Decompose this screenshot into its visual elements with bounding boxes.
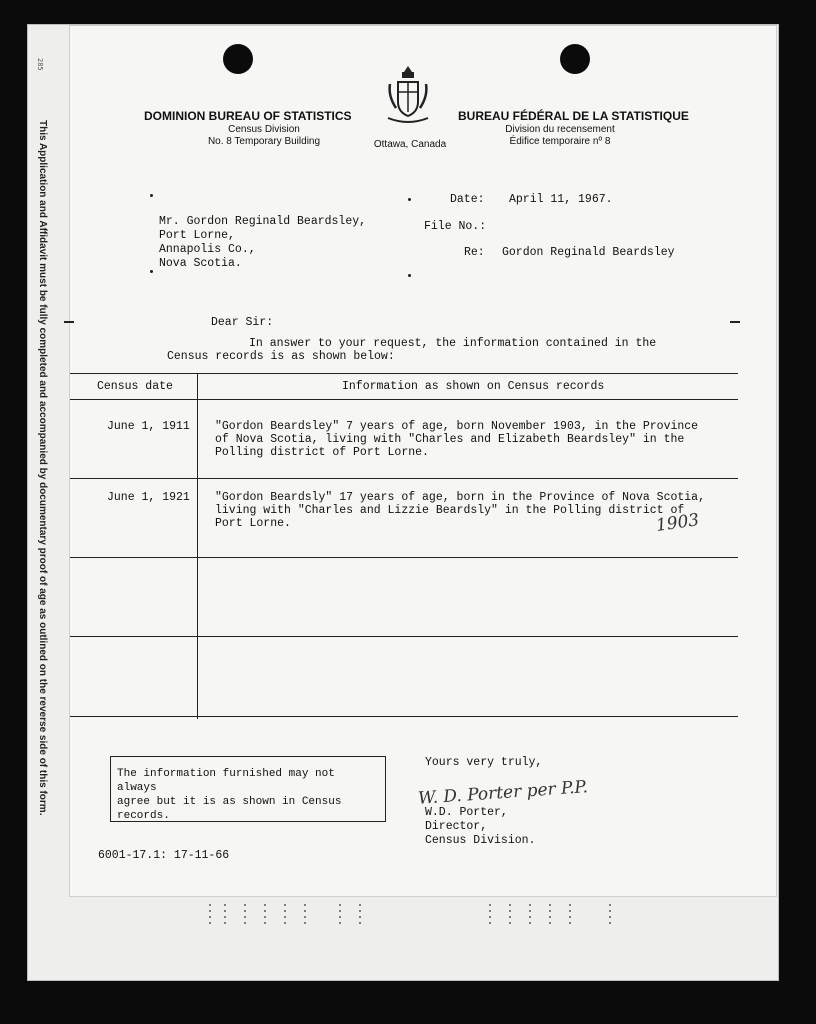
letterhead-left-line2: No. 8 Temporary Building — [207, 136, 321, 147]
date-label: Date: — [450, 193, 485, 206]
table-row-text: of Nova Scotia, living with "Charles and Elizabeth Beardsley" in the — [215, 433, 685, 446]
vertical-affidavit-note: This Application and Affidavit must be fully completed and accompanied by documentary proof of age as outlined on the reverse side of this form. — [37, 120, 48, 816]
re-label: Re: — [464, 246, 485, 259]
intro-line: In answer to your request, the information contained in the — [249, 337, 657, 350]
form-code-small: 285 — [36, 58, 44, 71]
dot-mark — [150, 270, 153, 273]
address-line: Nova Scotia. — [159, 257, 242, 270]
table-rule — [70, 716, 738, 717]
table-rule — [70, 557, 738, 558]
letterhead-center: Ottawa, Canada — [373, 139, 447, 150]
letterhead-right-title: BUREAU FÉDÉRAL DE LA STATISTIQUE — [458, 109, 689, 123]
fold-mark — [730, 321, 740, 323]
table-rule — [70, 373, 738, 374]
dot-mark — [408, 198, 411, 201]
table-row-text: Polling district of Port Lorne. — [215, 446, 429, 459]
letterhead-left-title: DOMINION BUREAU OF STATISTICS — [144, 109, 352, 123]
address-line: Mr. Gordon Reginald Beardsley, — [159, 215, 367, 228]
coat-of-arms-icon — [384, 64, 432, 126]
table-header-info: Information as shown on Census records — [342, 380, 605, 393]
table-header-date: Census date — [97, 380, 173, 393]
table-row-date: June 1, 1921 — [107, 491, 190, 504]
table-rule — [70, 399, 738, 400]
letterhead-left-line1: Census Division — [228, 124, 300, 135]
closing-line: Yours very truly, — [425, 756, 543, 769]
notice-line: agree but it is as shown in Census — [117, 796, 342, 808]
underlying-form-strip — [70, 896, 776, 966]
table-row-text: "Gordon Beardsly" 17 years of age, born in the Province of Nova Scotia, — [215, 491, 705, 504]
table-row-text: living with "Charles and Lizzie Beardsly" in the Polling district of — [215, 504, 685, 517]
dot-mark — [408, 274, 411, 277]
notice-line: records. — [117, 810, 170, 822]
date-value: April 11, 1967. — [509, 193, 613, 206]
address-line: Annapolis Co., — [159, 243, 256, 256]
salutation: Dear Sir: — [211, 316, 274, 329]
letterhead-right-line1: Division du recensement — [505, 124, 615, 135]
file-label: File No.: — [424, 220, 487, 233]
handwritten-year: 1903 — [654, 510, 701, 536]
table-column-divider — [197, 373, 198, 719]
table-row-text: "Gordon Beardsley" 7 years of age, born November 1903, in the Province — [215, 420, 699, 433]
table-rule — [70, 478, 738, 479]
census-table — [70, 373, 738, 719]
punch-hole — [223, 44, 253, 74]
dot-mark — [150, 194, 153, 197]
punch-hole — [560, 44, 590, 74]
letter-page — [70, 26, 776, 896]
fold-mark — [64, 321, 74, 323]
table-row-date: June 1, 1911 — [107, 420, 190, 433]
re-value: Gordon Reginald Beardsley — [502, 246, 675, 259]
table-rule — [70, 636, 738, 637]
signatory-division: Census Division. — [425, 834, 536, 847]
intro-line: Census records is as shown below: — [167, 350, 395, 363]
notice-line: The information furnished may not always — [117, 768, 335, 794]
letterhead-right-line2: Édifice temporaire nº 8 — [509, 136, 611, 147]
table-row-text: Port Lorne. — [215, 517, 291, 530]
address-line: Port Lorne, — [159, 229, 235, 242]
signatory-title: Director, — [425, 820, 488, 833]
signature: W. D. Porter per P.P. — [417, 777, 589, 809]
signatory-name: W.D. Porter, — [425, 806, 508, 819]
form-code: 6001-17.1: 17-11-66 — [98, 849, 230, 862]
notice-box — [110, 756, 386, 822]
